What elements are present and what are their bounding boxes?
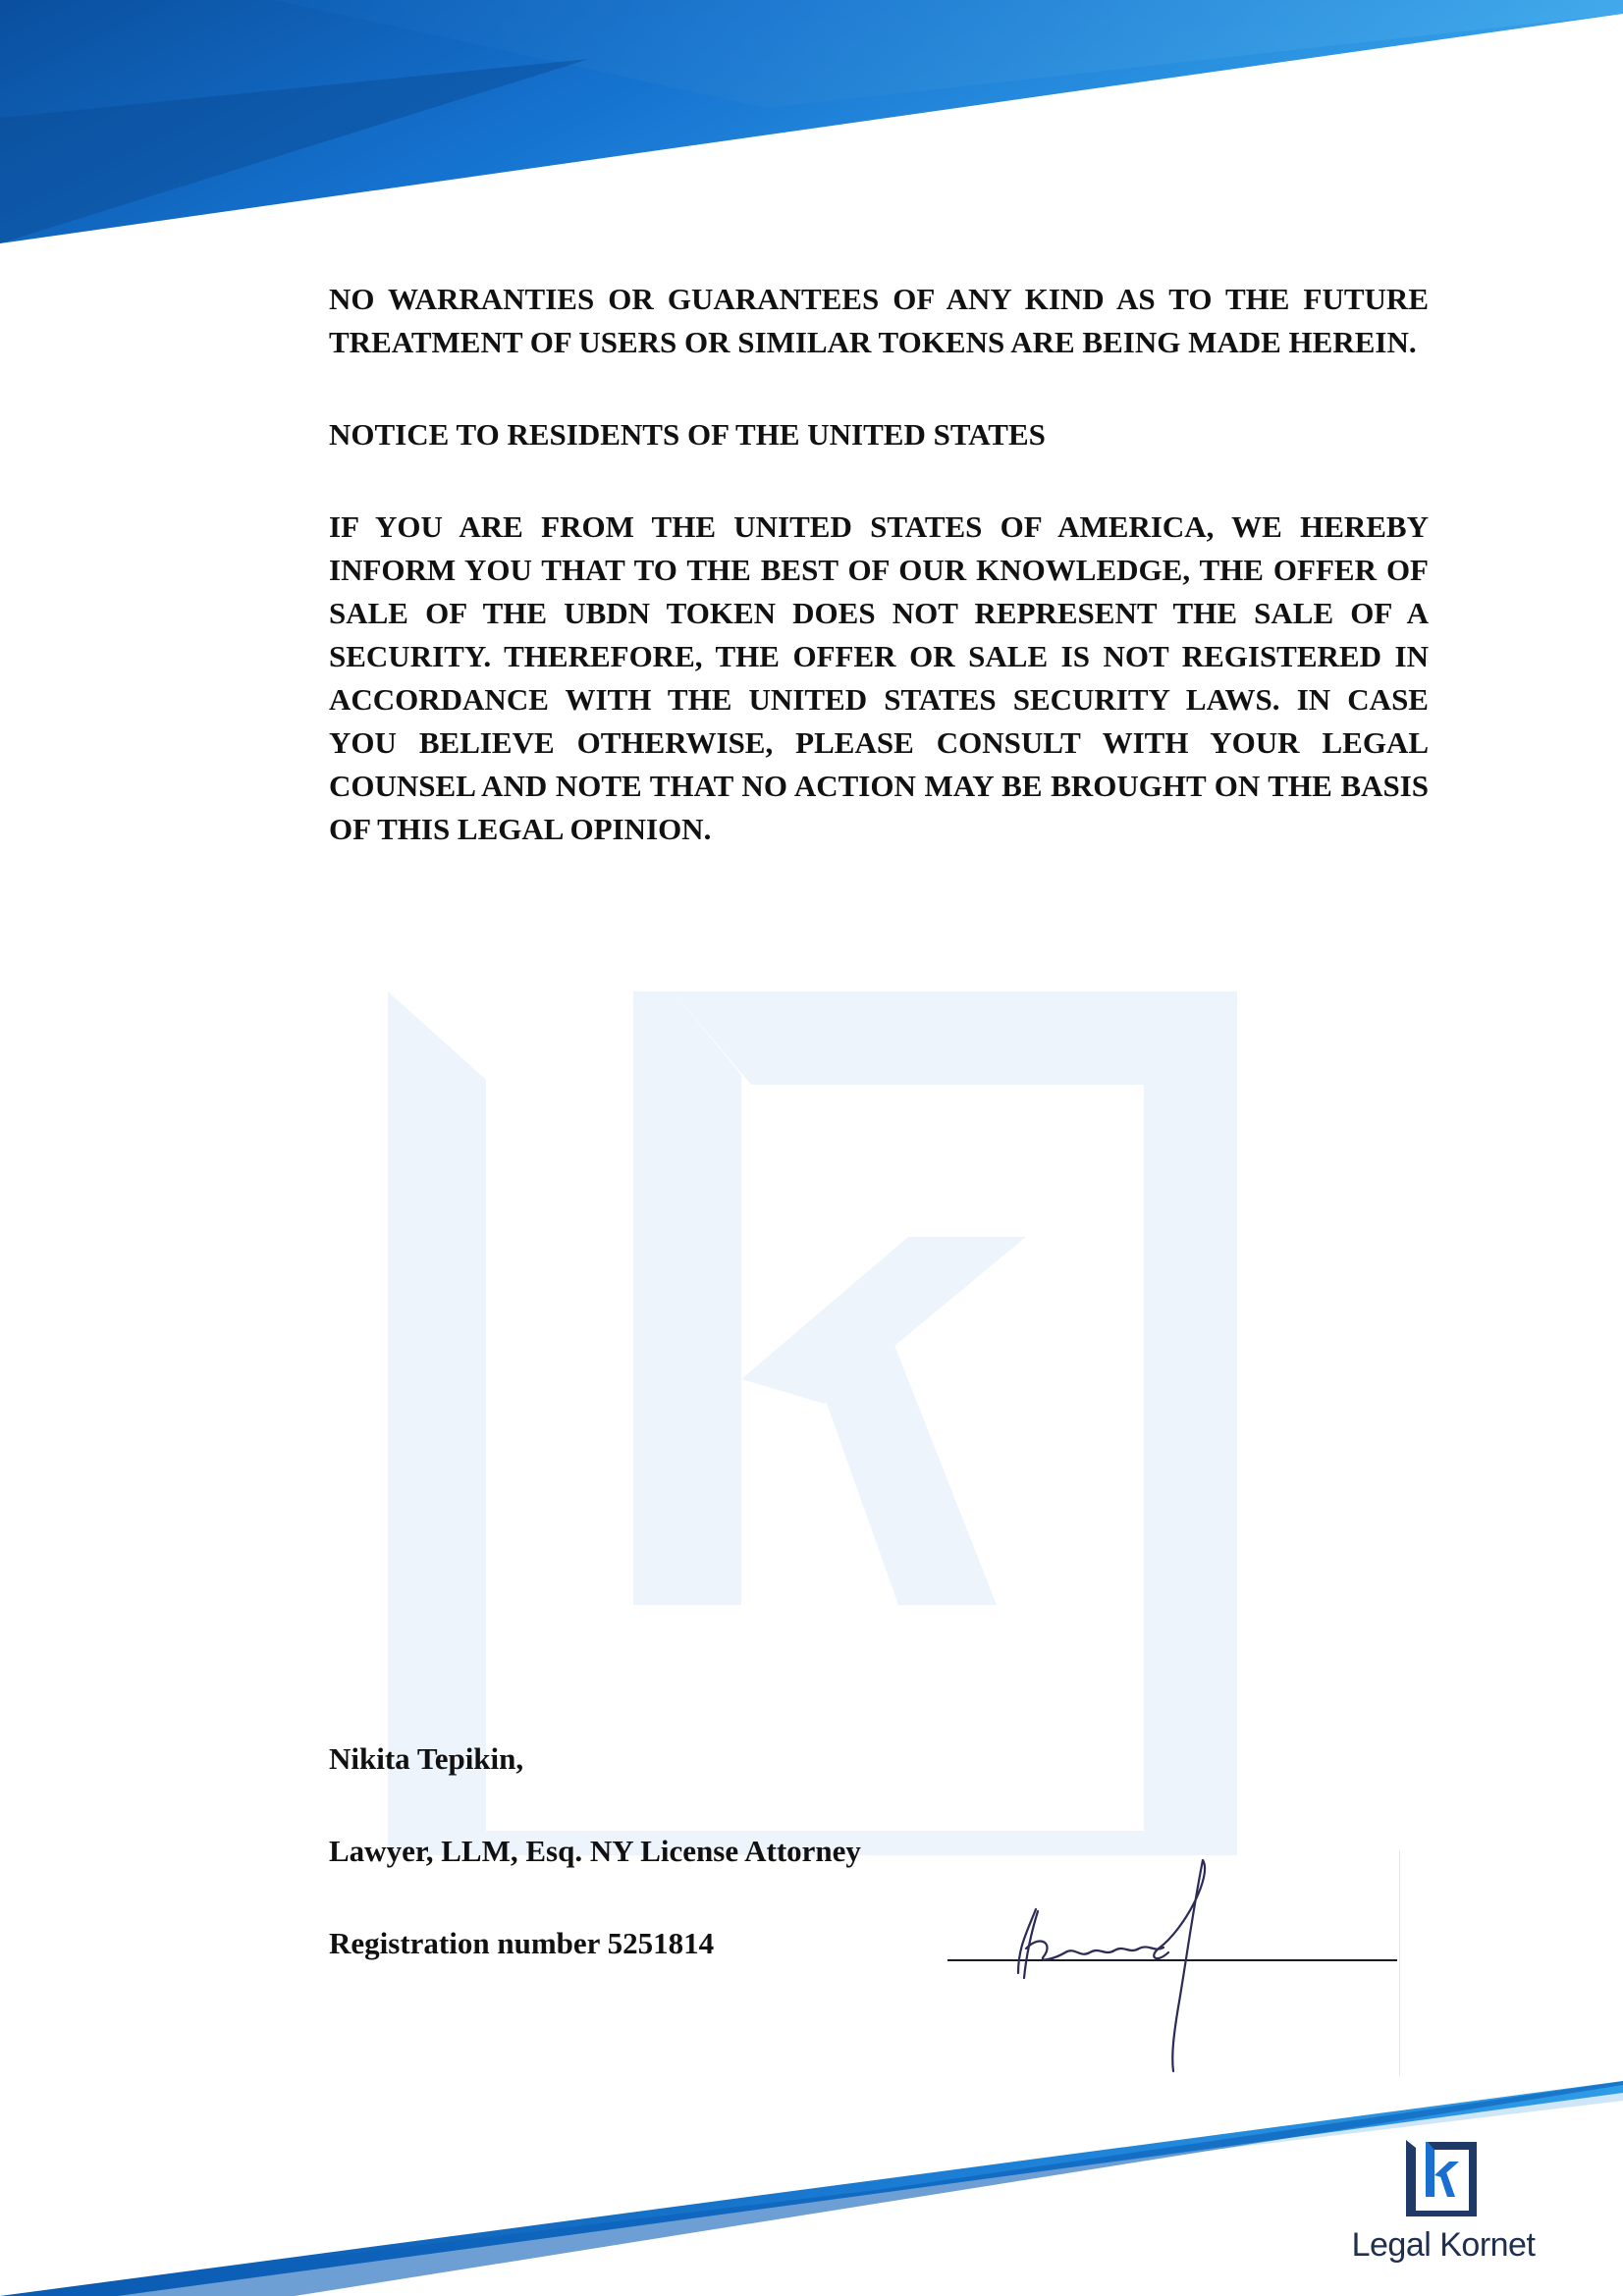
signoff-block: [329, 1737, 1016, 2014]
document-body: [329, 278, 1429, 900]
brand-block: [1335, 2140, 1551, 2277]
signatory-name: Nikita Tepikin,: [329, 1741, 524, 1776]
registration-number: Registration number 5251814: [329, 1926, 715, 1960]
legal-kornet-k-logo-icon: [1406, 2140, 1477, 2216]
signatory-title: Lawyer, LLM, Esq. NY License Attorney: [329, 1834, 861, 1868]
handwritten-signature: [928, 1850, 1400, 2076]
notice-paragraph: IF YOU ARE FROM THE UNITED STATES OF AMERICA, WE HEREBY INFORM YOU THAT TO THE BEST OF OUR KNOWLEDGE, THE OFFER OF SALE OF THE UBDN TOKEN DOES NOT REPRESENT THE SALE OF A SECURITY. THEREFORE, THE OFFER OR SALE IS NOT REGISTERED IN ACCORDANCE WITH THE UNITED STATES SECURITY LAWS. IN CASE YOU BELIEVE OTHERWISE, PLEASE CONSULT WITH YOUR LEGAL COUNSEL AND NOTE THAT NO ACTION MAY BE BROUGHT ON THE BASIS OF THIS LEGAL OPINION.: [329, 509, 1429, 846]
watermark-k-logo-icon: [388, 991, 1242, 1855]
disclaimer-paragraph: NO WARRANTIES OR GUARANTEES OF ANY KIND AS TO THE FUTURE TREATMENT OF USERS OR SIMILAR TOKENS ARE BEING MADE HEREIN.: [329, 282, 1429, 359]
brand-name: Legal Kornet: [1351, 2226, 1536, 2264]
header-decorative-band: [0, 0, 1623, 255]
notice-heading: NOTICE TO RESIDENTS OF THE UNITED STATES: [329, 417, 1046, 452]
